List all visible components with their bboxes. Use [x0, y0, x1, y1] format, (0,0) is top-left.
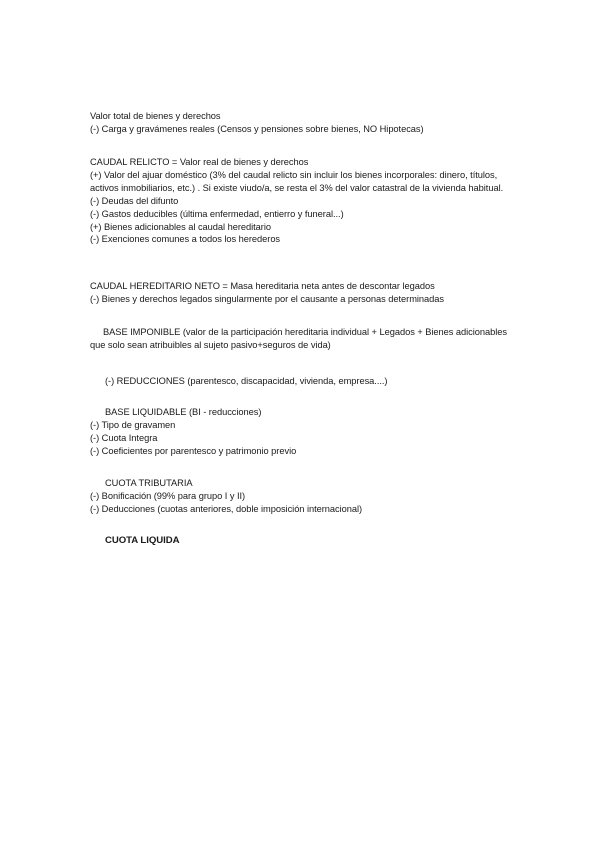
- cuota-tributaria-heading: CUOTA TRIBUTARIA: [105, 478, 193, 488]
- text-line: (-) Coeficientes por parentesco y patrimonio previo: [90, 445, 297, 456]
- text-line: (-) Cuota Integra: [90, 432, 158, 443]
- section-reducciones: [90, 375, 530, 388]
- caudal-relicto-heading: CAUDAL RELICTO = Valor real de bienes y derechos: [90, 157, 309, 167]
- reducciones-line: (-) REDUCCIONES (parentesco, discapacidad, vivienda, empresa....): [105, 376, 388, 386]
- section-caudal-relicto: [90, 156, 530, 246]
- base-imponible-text: BASE IMPONIBLE (valor de la participación hereditaria individual + Legados + Bienes adicionables que solo sean atribuibles al sujeto pasivo+seguros de vida): [90, 327, 507, 350]
- section-cuota-tributaria: [90, 477, 530, 516]
- text-line: (-) Deudas del difunto: [90, 195, 179, 206]
- text-line: (-) Bonificación (99% para grupo I y II): [90, 490, 246, 501]
- ajuar-paragraph: (+) Valor del ajuar doméstico (3% del caudal relicto sin incluir los bienes incorporales: dinero, títulos, activos inmobiliarios, etc.) . Si existe viudo/a, se resta el 3% del valor catastral de la vivienda habitual.: [90, 169, 504, 193]
- section-valor-total: [90, 110, 530, 136]
- text-line: (+) Bienes adicionables al caudal hereditario: [90, 221, 271, 232]
- base-imponible-paragraph: [90, 326, 510, 352]
- text-line: (-) Tipo de gravamen: [90, 419, 176, 430]
- section-cuota-liquida: [90, 535, 530, 548]
- text-line: Valor total de bienes y derechos: [90, 111, 221, 121]
- text-line: (-) Exenciones comunes a todos los herederos: [90, 234, 281, 245]
- text-line: (-) Gastos deducibles (última enfermedad, entierro y funeral...): [90, 208, 344, 219]
- text-line: (-) Deducciones (cuotas anteriores, doble imposición internacional): [90, 503, 363, 514]
- base-liquidable-heading: BASE LIQUIDABLE (BI - reducciones): [105, 407, 262, 417]
- cuota-liquida-title: CUOTA LIQUIDA: [105, 535, 180, 546]
- section-caudal-neto: [90, 280, 530, 306]
- text-line: (-) Bienes y derechos legados singularmente por el causante a personas determinadas: [90, 293, 444, 304]
- section-base-imponible: [90, 326, 530, 352]
- text-line: (-) Carga y gravámenes reales (Censos y pensiones sobre bienes, NO Hipotecas): [90, 123, 424, 134]
- section-base-liquidable: [90, 406, 530, 458]
- caudal-neto-heading: CAUDAL HEREDITARIO NETO = Masa hereditaria neta antes de descontar legados: [90, 281, 435, 291]
